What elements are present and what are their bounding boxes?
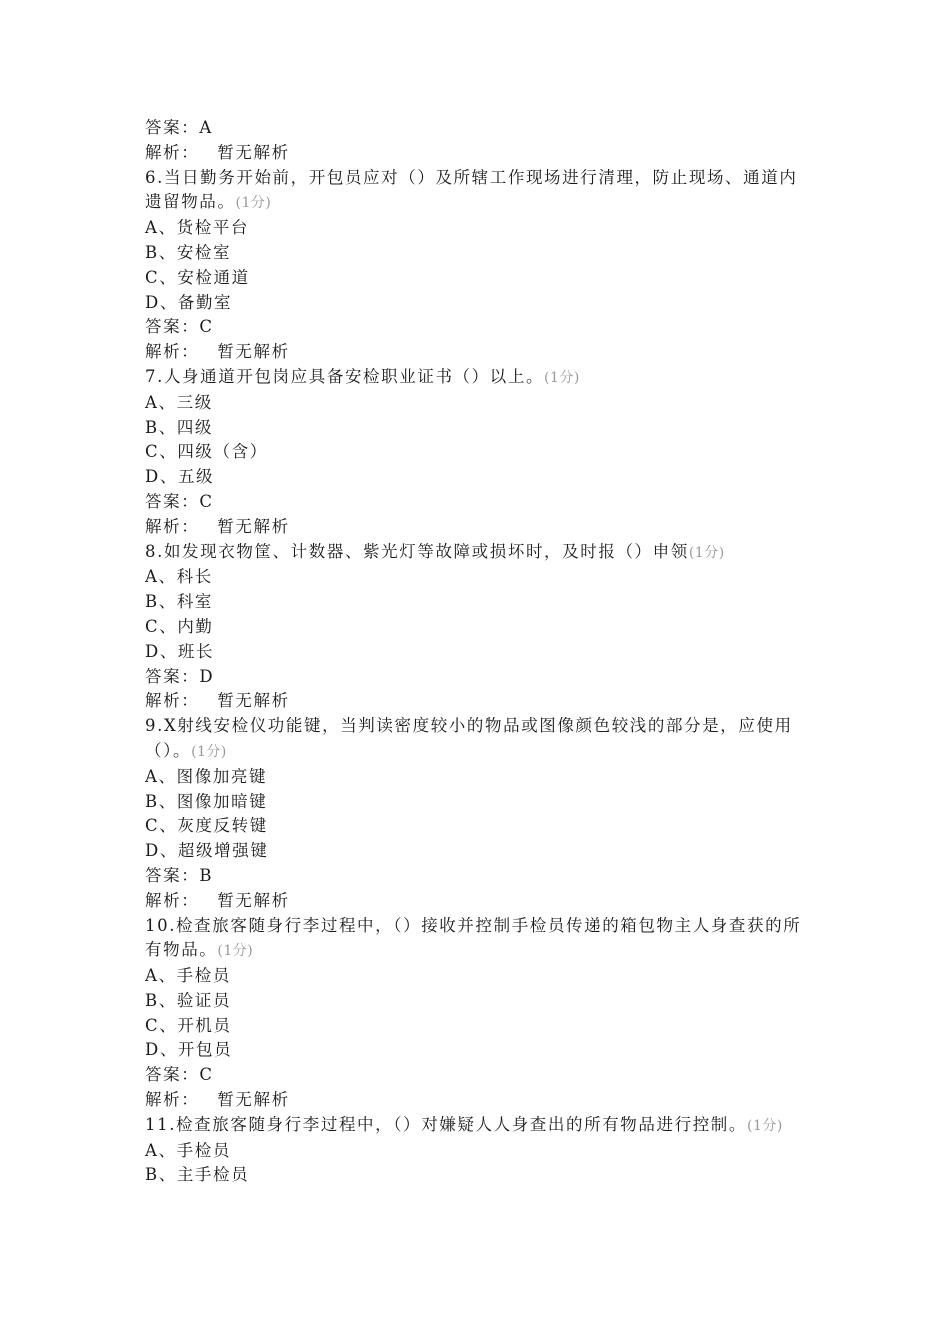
question-stem: 11.检查旅客随身行李过程中，（）对嫌疑人人身查出的所有物品进行控制。(1分) [145, 1114, 783, 1134]
option-d: D、备勤室 [145, 292, 233, 312]
analysis-value: 暂无解析 [217, 142, 290, 162]
analysis-line [145, 889, 815, 914]
option-a: A、手检员 [145, 1140, 231, 1160]
analysis-line [145, 689, 815, 714]
document-page [145, 116, 815, 1188]
analysis-label: 解析： [145, 142, 200, 162]
option-b: B、安检室 [145, 242, 232, 262]
option-b: B、验证员 [145, 990, 232, 1010]
analysis-label: 解析： [145, 1090, 200, 1110]
answer-label: 答案： [145, 491, 200, 511]
option-a: A、三级 [145, 392, 213, 412]
option-a: A、科长 [145, 567, 213, 587]
answer-label: 答案： [145, 1065, 200, 1085]
option-c: C、安检通道 [145, 267, 250, 287]
analysis-label: 解析： [145, 691, 200, 711]
question-score: (1分) [191, 743, 227, 760]
answer-line [145, 116, 815, 141]
question-stem: 6.当日勤务开始前，开包员应对（）及所辖工作现场进行清理，防止现场、通道内遗留物品。(1分) [145, 167, 798, 212]
analysis-value: 暂无解析 [217, 342, 290, 362]
answer-value: C [199, 1065, 214, 1085]
answer-value: C [199, 491, 214, 511]
answer-line [145, 665, 815, 690]
analysis-value: 暂无解析 [217, 890, 290, 910]
option-d: D、五级 [145, 467, 215, 487]
option-c: C、内勤 [145, 616, 214, 636]
option-d: D、开包员 [145, 1040, 233, 1060]
answer-value: A [199, 118, 213, 137]
answer-label: 答案： [145, 666, 200, 686]
answer-value: B [199, 865, 214, 885]
analysis-line [145, 340, 815, 365]
option-d: D、班长 [145, 641, 215, 661]
question-score: (1分) [217, 943, 254, 960]
analysis-label: 解析： [145, 342, 200, 362]
option-c: C、开机员 [145, 1015, 232, 1035]
answer-line [145, 490, 815, 515]
option-c: C、灰度反转键 [145, 816, 268, 836]
question-score: (1分) [235, 195, 272, 212]
analysis-value: 暂无解析 [217, 516, 290, 536]
answer-line [145, 1063, 815, 1088]
option-b: B、图像加暗键 [145, 791, 268, 811]
answer-line [145, 315, 815, 340]
question-score: (1分) [688, 544, 725, 561]
question-score: (1分) [747, 1117, 783, 1134]
question-score: (1分) [544, 369, 580, 386]
analysis-line [145, 1088, 815, 1113]
option-d: D、超级增强键 [145, 841, 269, 861]
option-b: B、四级 [145, 417, 214, 437]
option-a: A、手检员 [145, 966, 231, 986]
analysis-line [145, 515, 815, 540]
question-stem: 8.如发现衣物筐、计数器、紫光灯等故障或损坏时，及时报（）申领(1分) [145, 541, 725, 561]
analysis-value: 暂无解析 [217, 691, 290, 711]
answer-value: C [199, 317, 214, 337]
analysis-value: 暂无解析 [217, 1090, 290, 1110]
question-stem: 7.人身通道开包岗应具备安检职业证书（）以上。(1分) [145, 366, 580, 386]
option-b: B、科室 [145, 592, 214, 612]
answer-label: 答案： [145, 118, 200, 137]
analysis-label: 解析： [145, 890, 200, 910]
option-a: A、图像加亮键 [145, 766, 268, 786]
answer-value: D [199, 666, 215, 686]
analysis-line [145, 141, 815, 166]
option-b: B、主手检员 [145, 1165, 250, 1185]
option-c: C、四级（含） [145, 442, 268, 462]
option-a: A、货检平台 [145, 218, 250, 238]
answer-line [145, 864, 815, 889]
question-stem: 10.检查旅客随身行李过程中，（）接收并控制手检员传递的箱包物主人身查获的所有物品。(1分) [145, 915, 802, 960]
question-stem: 9.X射线安检仪功能键，当判读密度较小的物品或图像颜色较浅的部分是，应使用（）。(1分) [145, 716, 793, 760]
answer-label: 答案： [145, 317, 200, 337]
analysis-label: 解析： [145, 516, 200, 536]
answer-label: 答案： [145, 865, 200, 885]
